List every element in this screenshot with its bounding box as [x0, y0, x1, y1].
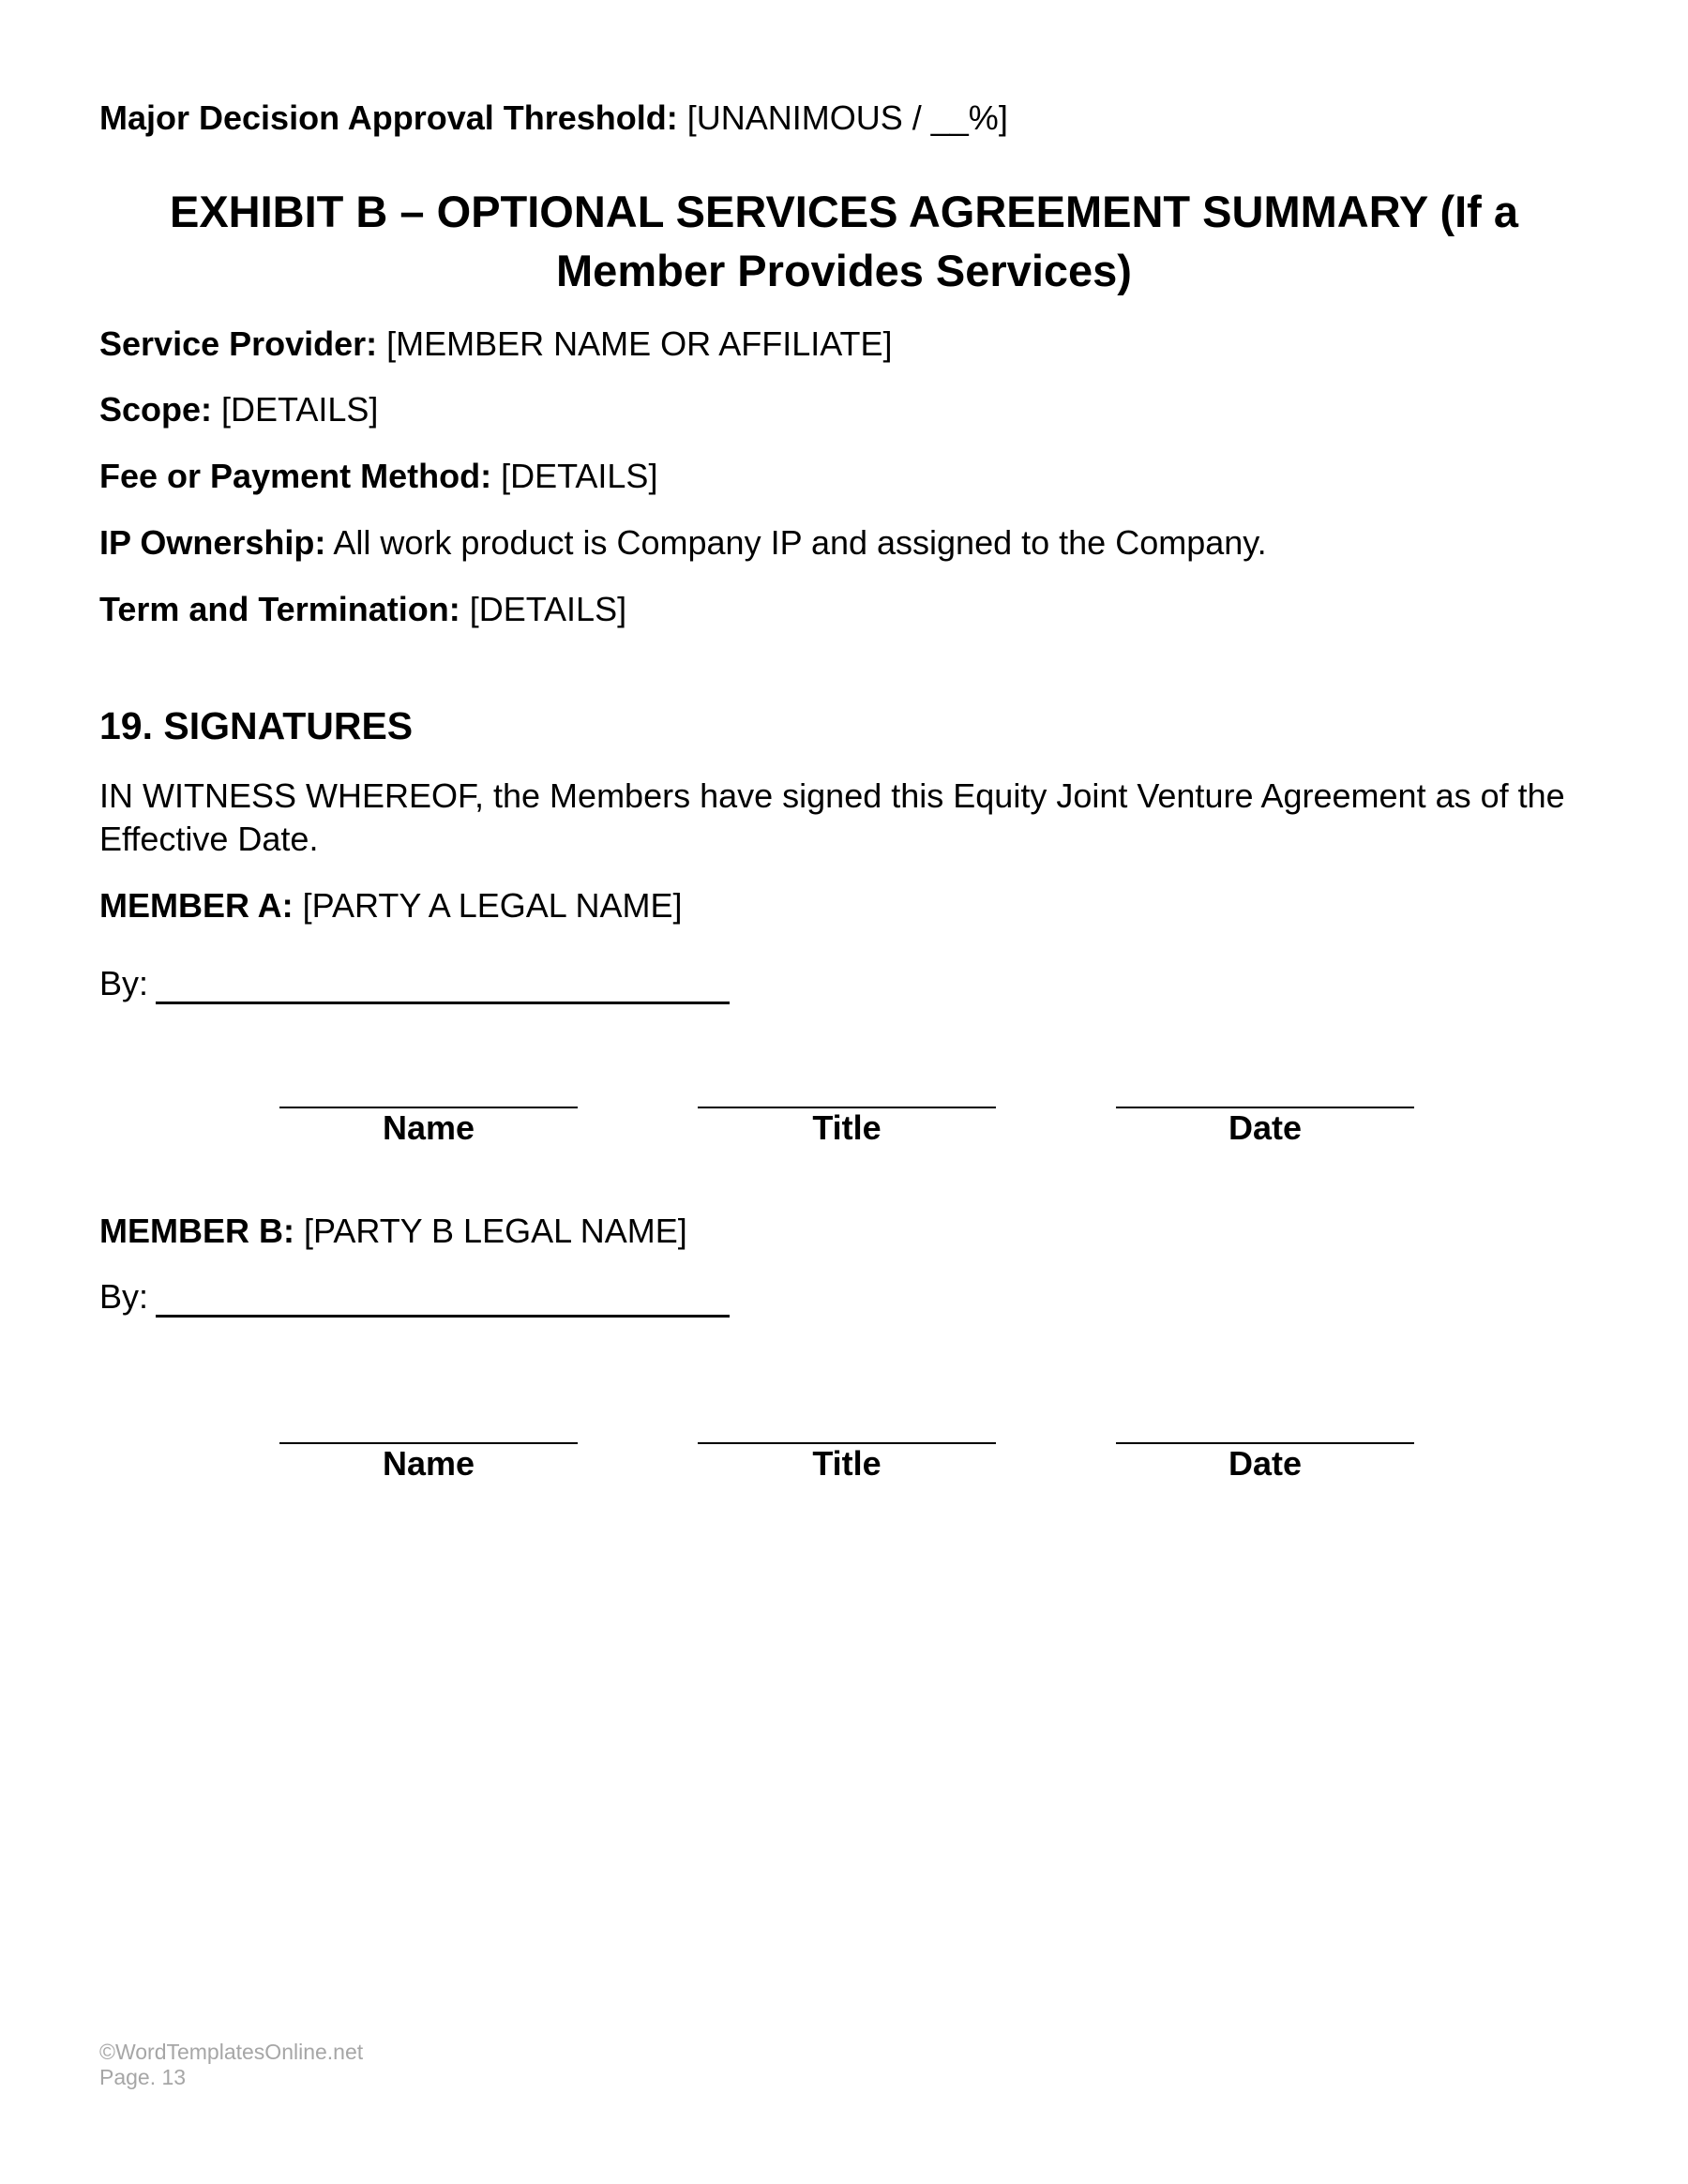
ip-ownership-field — [99, 522, 1267, 564]
exhibit-b-title — [99, 182, 1589, 300]
footer-copyright: ©WordTemplatesOnline.net — [99, 2040, 364, 2064]
member-a-by-label: By: — [99, 964, 149, 1002]
member-a-signature-line[interactable] — [156, 1002, 730, 1004]
field-label: Service Provider: — [99, 324, 378, 363]
approval-threshold-value: [UNANIMOUS / __%] — [677, 98, 1008, 137]
member-b-date-caption: Date — [1228, 1444, 1303, 1483]
member-b-signature-line[interactable] — [156, 1315, 730, 1318]
field-label: IP Ownership: — [99, 523, 326, 562]
field-label: Term and Termination: — [99, 590, 460, 628]
approval-threshold — [99, 98, 1008, 139]
field-label: Fee or Payment Method: — [99, 457, 492, 495]
member-b-label: MEMBER B: — [99, 1212, 294, 1250]
member-b-by-label: By: — [99, 1277, 149, 1316]
field-label: Scope: — [99, 390, 213, 429]
signatures-intro: IN WITNESS WHEREOF, the Members have signed this Equity Joint Venture Agreement as of the Effective Date. — [99, 776, 1565, 858]
footer-page-number: Page. 13 — [99, 2065, 187, 2089]
member-b-line — [99, 1211, 687, 1252]
fee-payment-field — [99, 456, 657, 497]
approval-threshold-label: Major Decision Approval Threshold: — [99, 98, 678, 137]
field-value: [DETAILS] — [460, 590, 627, 628]
signatures-heading: 19. SIGNATURES — [99, 704, 414, 747]
member-a-line — [99, 885, 683, 926]
member-a-value: [PARTY A LEGAL NAME] — [293, 886, 683, 925]
member-a-date-caption: Date — [1228, 1108, 1303, 1147]
field-value: [DETAILS] — [212, 390, 379, 429]
member-b-value: [PARTY B LEGAL NAME] — [294, 1212, 687, 1250]
field-value: [DETAILS] — [491, 457, 658, 495]
exhibit-b-title-line1: EXHIBIT B – OPTIONAL SERVICES AGREEMENT SUMMARY (If a — [169, 187, 1519, 236]
member-a-name-caption: Name — [382, 1108, 475, 1147]
member-a-label: MEMBER A: — [99, 886, 294, 925]
service-provider-field — [99, 324, 893, 365]
member-a-title-caption: Title — [812, 1108, 882, 1147]
member-b-title-caption: Title — [812, 1444, 882, 1483]
scope-field — [99, 389, 378, 430]
member-b-name-caption: Name — [382, 1444, 475, 1483]
exhibit-b-title-line2: Member Provides Services) — [556, 246, 1132, 295]
field-value: [MEMBER NAME OR AFFILIATE] — [377, 324, 893, 363]
field-value: All work product is Company IP and assigned to the Company. — [325, 523, 1267, 562]
term-termination-field — [99, 589, 626, 630]
